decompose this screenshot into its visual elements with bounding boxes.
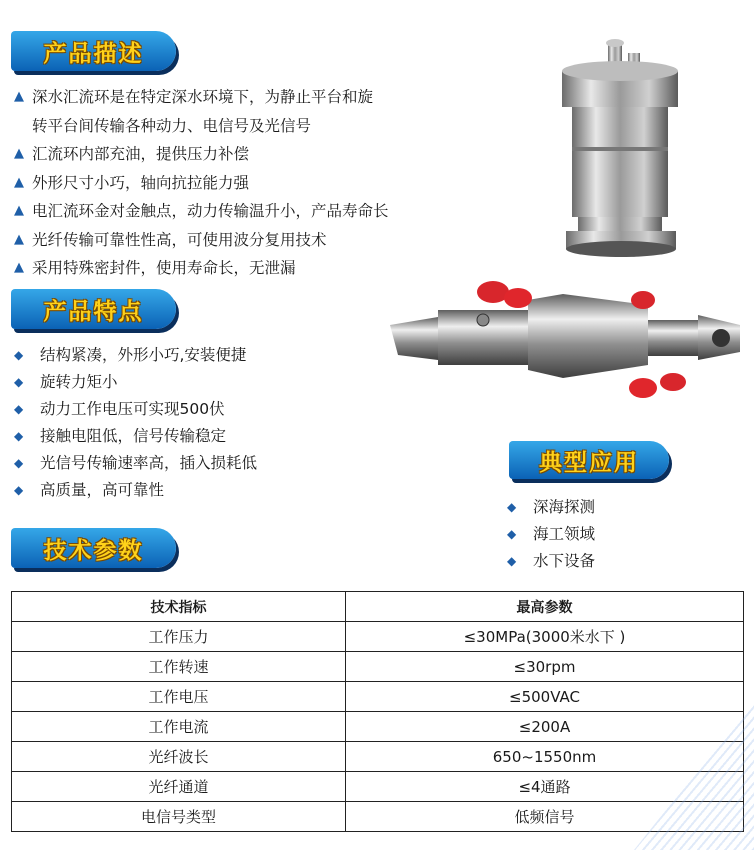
product-image-vertical-slip-ring — [540, 35, 720, 265]
table-header-row — [12, 592, 744, 622]
diamond-icon: ◆ — [14, 402, 24, 416]
diamond-icon: ◆ — [507, 500, 517, 514]
application-item: ◆ 水下设备 — [503, 548, 595, 575]
params-table — [11, 591, 744, 832]
applications-section-header — [509, 441, 669, 479]
feature-item: ◆ 高质量，高可靠性 — [10, 477, 257, 504]
diamond-icon: ◆ — [14, 483, 24, 497]
table-cell: 650~1550nm — [346, 742, 744, 772]
table-cell: 光纤通道 — [12, 772, 346, 802]
params-section-title: 技术参数 — [43, 537, 144, 564]
diamond-icon: ◆ — [507, 527, 517, 541]
table-row — [12, 682, 744, 712]
feature-item: ◆ 光信号传输速率高，插入损耗低 — [10, 450, 257, 477]
table-header-cell: 最高参数 — [346, 592, 744, 622]
table-cell: ≤30MPa(3000米水下 ) — [346, 622, 744, 652]
product-image-horizontal-slip-ring — [388, 270, 754, 415]
table-cell: ≤500VAC — [346, 682, 744, 712]
table-row — [12, 712, 744, 742]
diamond-icon: ◆ — [14, 456, 24, 470]
table-row — [12, 742, 744, 772]
description-list — [14, 83, 389, 283]
description-section-title: 产品描述 — [43, 40, 144, 67]
application-item: ◆ 深海探测 — [503, 494, 595, 521]
features-section-header — [11, 289, 176, 329]
triangle-icon: ▲ — [14, 231, 24, 247]
triangle-icon: ▲ — [14, 89, 24, 104]
table-cell: 工作压力 — [12, 622, 346, 652]
description-section-header — [11, 31, 176, 71]
table-cell: 工作电流 — [12, 712, 346, 742]
triangle-icon: ▲ — [14, 174, 24, 190]
description-item: ▲ 深水汇流环是在特定深水环境下，为静止平台和旋 — [14, 83, 389, 112]
table-cell: 电信号类型 — [12, 802, 346, 832]
diamond-icon: ◆ — [14, 429, 24, 443]
triangle-icon: ▲ — [14, 260, 24, 275]
application-item: ◆ 海工领域 — [503, 521, 595, 548]
description-item: ▲ 采用特殊密封件，使用寿命长，无泄漏 — [14, 254, 389, 283]
description-item: 转平台间传输各种动力、电信号及光信号 — [32, 116, 312, 135]
applications-list — [503, 494, 595, 575]
features-section-title: 产品特点 — [43, 298, 144, 325]
table-cell: 工作转速 — [12, 652, 346, 682]
description-item: ▲ 光纤传输可靠性性高，可使用波分复用技术 — [14, 226, 389, 255]
table-cell: 光纤波长 — [12, 742, 346, 772]
table-row — [12, 652, 744, 682]
table-cell: ≤4通路 — [346, 772, 744, 802]
applications-section-title: 典型应用 — [539, 449, 639, 476]
diamond-icon: ◆ — [14, 375, 24, 389]
description-item: ▲ 外形尺寸小巧，轴向抗拉能力强 — [14, 169, 389, 198]
features-list — [10, 342, 257, 504]
feature-item: ◆ 旋转力矩小 — [10, 369, 257, 396]
feature-item: ◆ 动力工作电压可实现500伏 — [10, 396, 257, 423]
triangle-icon: ▲ — [14, 146, 24, 161]
table-row — [12, 772, 744, 802]
table-cell: ≤30rpm — [346, 652, 744, 682]
description-item: ▲ 电汇流环金对金触点，动力传输温升小，产品寿命长 — [14, 197, 389, 226]
feature-item: ◆ 接触电阻低，信号传输稳定 — [10, 423, 257, 450]
diamond-icon: ◆ — [507, 554, 517, 568]
table-header-cell: 技术指标 — [12, 592, 346, 622]
description-item: ▲ 汇流环内部充油，提供压力补偿 — [14, 140, 389, 169]
table-cell: ≤200A — [346, 712, 744, 742]
triangle-icon: ▲ — [14, 203, 24, 218]
table-cell: 低频信号 — [346, 802, 744, 832]
table-row — [12, 802, 744, 832]
table-cell: 工作电压 — [12, 682, 346, 712]
feature-item: ◆ 结构紧凑，外形小巧,安装便捷 — [10, 342, 257, 369]
diamond-icon: ◆ — [14, 348, 24, 362]
table-row — [12, 622, 744, 652]
params-section-header — [11, 528, 176, 568]
